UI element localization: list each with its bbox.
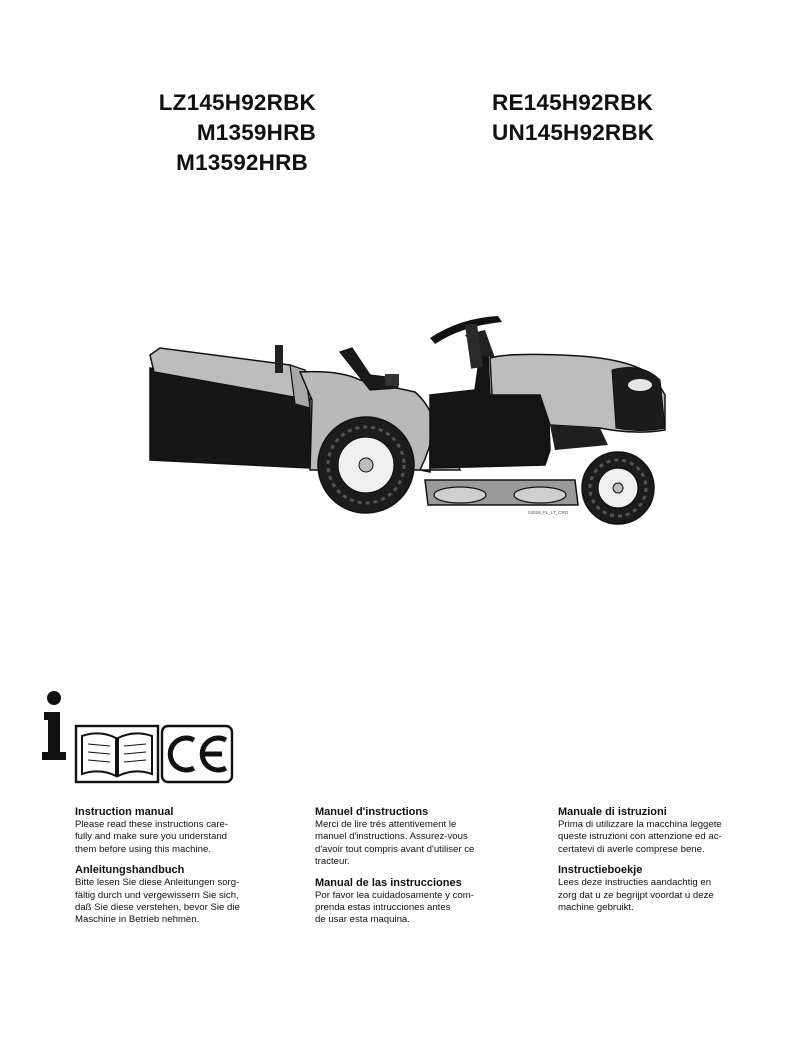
riding-mower-illustration <box>130 300 680 535</box>
model-list-right <box>492 88 654 148</box>
model-number: UN145H92RBK <box>492 120 655 145</box>
manual-text-it: Prima di utilizzare la macchina leggete queste istruzioni con attenzione ed ac- certatevi di averle comprese bene. <box>558 819 722 855</box>
manual-column-3 <box>558 806 773 922</box>
manual-title-it: Manuale di istruzioni <box>558 806 667 818</box>
manual-title-de: Anleitungshandbuch <box>75 864 185 877</box>
model-number: LZ145H92RBK <box>158 90 316 115</box>
manual-title-en: Instruction manual <box>75 806 174 818</box>
model-list-left <box>118 88 316 178</box>
manual-text-en: Please read these instructions care- fully and make sure you understand them before using this machine. <box>75 819 229 855</box>
model-number: M1359HRB <box>196 120 316 145</box>
manual-column-2 <box>315 806 530 935</box>
illustration-code: 03028_FL_LT_CRO <box>528 510 569 515</box>
icon-row <box>40 690 240 785</box>
manual-title-es: Manual de las instrucciones <box>315 876 462 889</box>
manual-text-es: Por favor lea cuidadosamente y com- prenda estas intrucciones antes de usar esta maquina. <box>315 889 474 926</box>
manual-text-fr: Merci de lire trés attentivement le manuel d'instructions. Assurez-vous d'avoir tout compris avant d'utiliser ce tracteur. <box>315 819 475 868</box>
ce-mark-icon <box>162 726 232 782</box>
open-book-icon <box>76 726 158 782</box>
manual-text-nl: Lees deze instructies aandachtig en zorg dat u ze begrijpt voordat u deze machine gebruikt. <box>558 877 714 914</box>
model-number: M13592HRB <box>176 150 308 175</box>
manual-column-1 <box>75 806 290 935</box>
manual-title-nl: Instructieboekje <box>558 864 643 877</box>
manual-title-fr: Manuel d'instructions <box>315 806 429 818</box>
info-icon <box>42 691 66 760</box>
manual-text-de: Bitte lesen Sie diese Anleitungen sorg- fältig durch und vergewissern Sie sich, daß Sie diese verstehen, bevor Sie die Maschine in Betrieb nehmen. <box>75 877 240 926</box>
model-number: RE145H92RBK <box>492 90 654 115</box>
